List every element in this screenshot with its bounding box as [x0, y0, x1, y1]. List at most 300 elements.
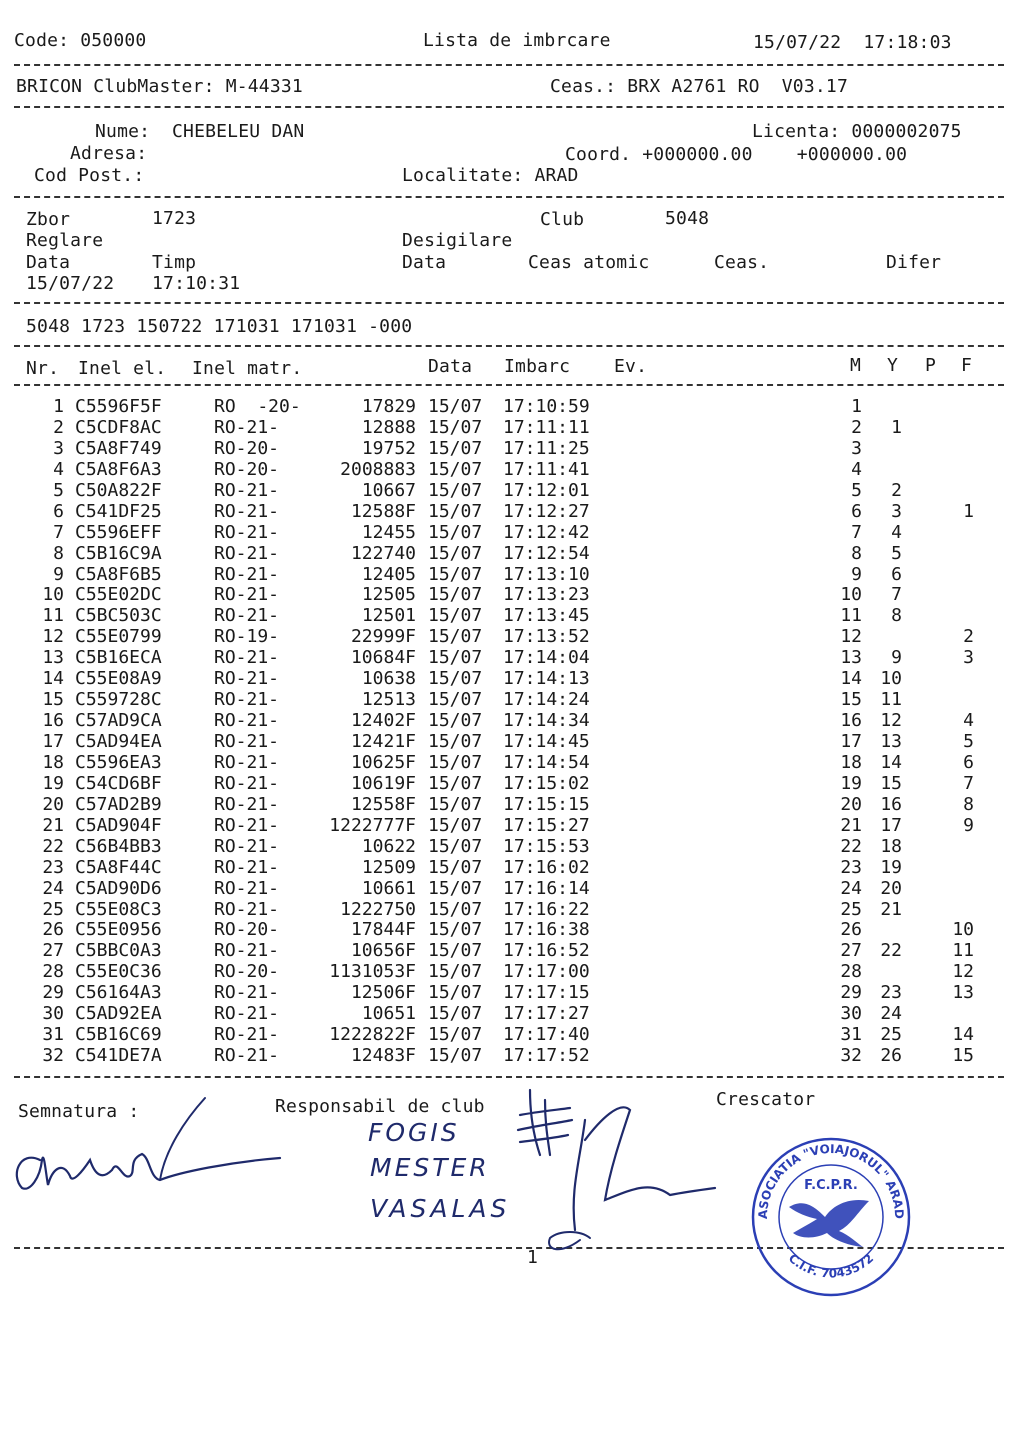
cell-time: 17:13:10	[503, 563, 590, 585]
cell-mat: RO-21-	[214, 542, 280, 564]
cell-date: 15/07	[428, 396, 483, 417]
cell-nr: 10	[42, 584, 64, 606]
signature-breeder	[0, 1080, 300, 1210]
cell-f: 2	[963, 626, 974, 648]
cell-m: 11	[840, 605, 862, 627]
locality: Localitate: ARAD	[402, 165, 579, 186]
divider	[14, 196, 1004, 198]
cell-el: C56B4BB3	[75, 835, 162, 857]
cell-time: 17:14:04	[503, 647, 590, 669]
desigilare-label: Desigilare	[402, 230, 513, 251]
cell-date: 15/07	[428, 940, 483, 962]
table-row	[0, 836, 1024, 857]
cell-el: C5BBC0A3	[75, 940, 162, 962]
cell-el: C57AD9CA	[75, 710, 162, 732]
cell-time: 17:15:15	[503, 793, 590, 815]
cell-m: 17	[840, 731, 862, 752]
table-row	[0, 668, 1024, 689]
cell-date: 15/07	[428, 1045, 483, 1067]
cell-nr: 9	[53, 563, 64, 585]
cell-time: 17:16:52	[503, 940, 590, 962]
cell-y: 17	[880, 814, 902, 836]
table-row	[0, 773, 1024, 794]
cell-time: 17:11:11	[503, 416, 590, 438]
cell-mat: RO-20-	[214, 961, 280, 983]
cell-date: 15/07	[428, 563, 483, 585]
cell-date: 15/07	[428, 584, 483, 606]
cell-date: 15/07	[428, 982, 483, 1004]
cell-el: C5A8F6B5	[75, 563, 162, 585]
cell-m: 24	[840, 877, 862, 899]
coordinates: Coord. +000000.00 +000000.00	[565, 144, 908, 165]
col-imbarc: Imbarc	[504, 356, 571, 377]
cell-nr: 7	[53, 521, 64, 543]
cell-el: C5AD90D6	[75, 877, 162, 899]
cell-el: C5596EA3	[75, 751, 162, 773]
cell-y: 7	[891, 584, 902, 606]
table-row	[0, 940, 1024, 961]
stamp-top-text: ASOCIATIA "VOIAJORUL" ARAD	[755, 1141, 907, 1220]
cell-f: 15	[952, 1045, 974, 1067]
divider	[14, 64, 1004, 66]
license-number: Licenta: 0000002075	[752, 121, 962, 142]
cell-mat: RO-21-	[214, 479, 280, 501]
cell-f: 7	[963, 772, 974, 794]
cell-mat: RO-21-	[214, 751, 280, 773]
cell-m: 21	[840, 814, 862, 836]
cell-y: 26	[880, 1045, 902, 1067]
cell-time: 17:16:38	[503, 919, 590, 941]
handwritten-line-3: VASALAS	[370, 1194, 511, 1223]
cell-m: 14	[840, 668, 862, 690]
print-datetime: 15/07/22 17:18:03	[753, 32, 952, 53]
cell-num: 12402F	[350, 710, 416, 732]
cell-num: 12558F	[350, 793, 416, 815]
table-row	[0, 710, 1024, 731]
cell-mat: RO-20-	[214, 919, 280, 941]
cell-time: 17:12:27	[503, 500, 590, 522]
table-row	[0, 689, 1024, 710]
table-row	[0, 982, 1024, 1003]
cell-date: 15/07	[428, 814, 483, 836]
cell-el: C55E0799	[75, 626, 162, 648]
cell-el: C541DF25	[75, 500, 162, 522]
cell-mat: RO-21-	[214, 982, 280, 1004]
cell-time: 17:13:23	[503, 584, 590, 606]
cell-nr: 30	[42, 1003, 64, 1025]
cell-nr: 3	[53, 437, 64, 459]
cell-time: 17:11:41	[503, 458, 590, 480]
cell-date: 15/07	[428, 1003, 483, 1025]
table-row	[0, 857, 1024, 878]
divider	[14, 302, 1004, 304]
table-row	[0, 899, 1024, 920]
cell-mat: RO-21-	[214, 563, 280, 585]
name-label: Nume:	[95, 121, 151, 142]
cell-nr: 12	[42, 626, 64, 648]
cell-m: 19	[840, 772, 862, 794]
col-ev: Ev.	[614, 356, 648, 377]
cell-m: 30	[840, 1003, 862, 1025]
cell-nr: 26	[42, 919, 64, 941]
cell-f: 4	[963, 710, 974, 732]
cell-m: 15	[840, 689, 862, 711]
col-m: M	[850, 355, 862, 376]
cell-time: 17:14:54	[503, 751, 590, 773]
cell-el: C5BC503C	[75, 605, 162, 627]
table-row	[0, 1003, 1024, 1024]
cell-date: 15/07	[428, 877, 483, 899]
cell-time: 17:12:54	[503, 542, 590, 564]
cell-date: 15/07	[428, 1024, 483, 1046]
cell-date: 15/07	[428, 542, 483, 564]
cell-f: 10	[952, 919, 974, 941]
table-row	[0, 543, 1024, 564]
cell-f: 6	[963, 751, 974, 773]
cell-time: 17:13:45	[503, 605, 590, 627]
cell-num: 10638	[361, 668, 416, 690]
cell-y: 4	[891, 521, 902, 543]
cell-m: 27	[840, 940, 862, 962]
cell-f: 12	[952, 961, 974, 983]
table-row	[0, 1024, 1024, 1045]
cell-date: 15/07	[428, 605, 483, 627]
cell-m: 12	[840, 626, 862, 648]
cell-y: 15	[880, 772, 902, 794]
cell-m: 5	[851, 479, 862, 501]
cell-num: 12405	[361, 563, 416, 585]
cell-el: C5AD904F	[75, 814, 162, 836]
cell-y: 2	[891, 479, 902, 501]
table-row	[0, 752, 1024, 773]
cell-time: 17:14:34	[503, 710, 590, 732]
table-row	[0, 584, 1024, 605]
cell-y: 14	[880, 751, 902, 773]
cell-date: 15/07	[428, 898, 483, 920]
cell-time: 17:14:45	[503, 731, 590, 752]
divider	[14, 345, 1004, 347]
cell-mat: RO -20-	[214, 396, 301, 417]
cell-m: 3	[851, 437, 862, 459]
cell-nr: 6	[53, 500, 64, 522]
cell-date: 15/07	[428, 647, 483, 669]
stamp-bottom-text: C.I.F. 7043572	[785, 1251, 877, 1281]
cell-num: 19752	[361, 437, 416, 459]
cell-y: 13	[880, 731, 902, 752]
table-row	[0, 459, 1024, 480]
cell-nr: 1	[53, 396, 64, 417]
cell-y: 23	[880, 982, 902, 1004]
ceas-atomic-label: Ceas atomic	[528, 252, 650, 273]
col-nr: Nr.	[26, 358, 60, 379]
cell-f: 1	[963, 500, 974, 522]
cell-mat: RO-21-	[214, 835, 280, 857]
cell-time: 17:17:52	[503, 1045, 590, 1067]
postal-code-label: Cod Post.:	[34, 165, 145, 186]
cell-el: C5B16C69	[75, 1024, 162, 1046]
table-row	[0, 480, 1024, 501]
cell-time: 17:15:53	[503, 835, 590, 857]
cell-mat: RO-20-	[214, 458, 280, 480]
cell-m: 16	[840, 710, 862, 732]
cell-time: 17:15:27	[503, 814, 590, 836]
club-number: 5048	[665, 208, 710, 229]
cell-m: 20	[840, 793, 862, 815]
cell-y: 1	[891, 416, 902, 438]
cell-mat: RO-19-	[214, 626, 280, 648]
cell-mat: RO-21-	[214, 940, 280, 962]
cell-time: 17:16:14	[503, 877, 590, 899]
cell-m: 1	[851, 396, 862, 417]
cell-nr: 25	[42, 898, 64, 920]
cell-mat: RO-21-	[214, 772, 280, 794]
cell-nr: 8	[53, 542, 64, 564]
cell-num: 12505	[361, 584, 416, 606]
difer-label: Difer	[886, 252, 942, 273]
cell-num: 12506F	[350, 982, 416, 1004]
cell-date: 15/07	[428, 668, 483, 690]
cell-el: C559728C	[75, 689, 162, 711]
col-p: P	[925, 355, 937, 376]
cell-time: 17:16:22	[503, 898, 590, 920]
cell-el: C5596EFF	[75, 521, 162, 543]
cell-time: 17:11:25	[503, 437, 590, 459]
svg-text:C.I.F. 7043572	[786, 1251, 876, 1280]
cell-time: 17:14:13	[503, 668, 590, 690]
cell-y: 22	[880, 940, 902, 962]
cell-num: 122740	[350, 542, 416, 564]
cell-num: 10684F	[350, 647, 416, 669]
clubmaster-id: BRICON ClubMaster: M-44331	[16, 76, 303, 97]
cell-num: 10619F	[350, 772, 416, 794]
cell-nr: 32	[42, 1045, 64, 1067]
cell-el: C5AD92EA	[75, 1003, 162, 1025]
cell-date: 15/07	[428, 626, 483, 648]
col-inel-matr: Inel matr.	[192, 358, 303, 379]
col-y: Y	[887, 355, 899, 376]
cell-date: 15/07	[428, 793, 483, 815]
cell-time: 17:13:52	[503, 626, 590, 648]
cell-el: C55E08C3	[75, 898, 162, 920]
cell-el: C5A8F6A3	[75, 458, 162, 480]
cell-date: 15/07	[428, 500, 483, 522]
cell-date: 15/07	[428, 731, 483, 752]
signature-club-responsible	[490, 1080, 730, 1270]
owner-name: CHEBELEU DAN	[172, 121, 305, 142]
cell-num: 10622	[361, 835, 416, 857]
cell-nr: 18	[42, 751, 64, 773]
cell-num: 1222822F	[329, 1024, 416, 1046]
cell-f: 14	[952, 1024, 974, 1046]
cell-date: 15/07	[428, 689, 483, 711]
table-row	[0, 438, 1024, 459]
col-data: Data	[428, 356, 473, 377]
cell-m: 23	[840, 856, 862, 878]
cell-num: 12455	[361, 521, 416, 543]
cell-time: 17:14:24	[503, 689, 590, 711]
cell-m: 26	[840, 919, 862, 941]
breeder-label: Crescator	[716, 1089, 816, 1110]
cell-y: 11	[880, 689, 902, 711]
cell-mat: RO-21-	[214, 877, 280, 899]
data-label: Data	[26, 252, 71, 273]
flight-number: 1723	[152, 208, 197, 229]
page-number: 1	[527, 1247, 539, 1268]
code-label: Code: 050000	[14, 30, 147, 51]
cell-f: 5	[963, 731, 974, 752]
cell-mat: RO-21-	[214, 814, 280, 836]
table-row	[0, 626, 1024, 647]
cell-mat: RO-21-	[214, 521, 280, 543]
cell-m: 28	[840, 961, 862, 983]
cell-mat: RO-21-	[214, 689, 280, 711]
cell-date: 15/07	[428, 919, 483, 941]
cell-mat: RO-21-	[214, 1045, 280, 1067]
cell-mat: RO-21-	[214, 416, 280, 438]
cell-mat: RO-21-	[214, 793, 280, 815]
cell-y: 10	[880, 668, 902, 690]
cell-el: C5CDF8AC	[75, 416, 162, 438]
cell-mat: RO-21-	[214, 856, 280, 878]
divider	[14, 384, 1004, 386]
cell-m: 9	[851, 563, 862, 585]
cell-mat: RO-21-	[214, 584, 280, 606]
cell-nr: 13	[42, 647, 64, 669]
reglare-time: 17:10:31	[152, 273, 241, 294]
cell-el: C5596F5F	[75, 396, 162, 417]
cell-el: C5A8F44C	[75, 856, 162, 878]
cell-y: 6	[891, 563, 902, 585]
col-inel-el: Inel el.	[78, 358, 167, 379]
cell-m: 29	[840, 982, 862, 1004]
cell-mat: RO-21-	[214, 647, 280, 669]
cell-num: 22999F	[350, 626, 416, 648]
cell-time: 17:12:01	[503, 479, 590, 501]
document-title: Lista de imbrcare	[423, 30, 611, 51]
cell-el: C5A8F749	[75, 437, 162, 459]
table-row	[0, 815, 1024, 836]
association-stamp	[745, 1127, 915, 1302]
dove-emblem-icon	[789, 1200, 869, 1247]
cell-el: C56164A3	[75, 982, 162, 1004]
cell-el: C57AD2B9	[75, 793, 162, 815]
table-row	[0, 396, 1024, 417]
cell-mat: RO-21-	[214, 500, 280, 522]
cell-m: 7	[851, 521, 862, 543]
cell-nr: 29	[42, 982, 64, 1004]
cell-time: 17:10:59	[503, 396, 590, 417]
table-row	[0, 417, 1024, 438]
cell-date: 15/07	[428, 416, 483, 438]
cell-date: 15/07	[428, 856, 483, 878]
cell-date: 15/07	[428, 835, 483, 857]
cell-date: 15/07	[428, 751, 483, 773]
club-label: Club	[540, 209, 585, 230]
table-row	[0, 522, 1024, 543]
cell-num: 2008883	[340, 458, 416, 480]
cell-y: 16	[880, 793, 902, 815]
cell-nr: 16	[42, 710, 64, 732]
cell-f: 11	[952, 940, 974, 962]
cell-y: 19	[880, 856, 902, 878]
cell-y: 9	[891, 647, 902, 669]
cell-num: 12513	[361, 689, 416, 711]
cell-m: 18	[840, 751, 862, 773]
cell-num: 1222777F	[329, 814, 416, 836]
table-row	[0, 961, 1024, 982]
summary-line: 5048 1723 150722 171031 171031 -000	[26, 316, 413, 337]
cell-el: C50A822F	[75, 479, 162, 501]
cell-nr: 15	[42, 689, 64, 711]
cell-mat: RO-21-	[214, 898, 280, 920]
cell-y: 21	[880, 898, 902, 920]
cell-m: 8	[851, 542, 862, 564]
cell-nr: 21	[42, 814, 64, 836]
cell-nr: 31	[42, 1024, 64, 1046]
cell-mat: RO-21-	[214, 731, 280, 752]
cell-m: 22	[840, 835, 862, 857]
cell-m: 4	[851, 458, 862, 480]
table-row	[0, 878, 1024, 899]
cell-num: 12509	[361, 856, 416, 878]
cell-mat: RO-20-	[214, 437, 280, 459]
cell-nr: 20	[42, 793, 64, 815]
cell-num: 10661	[361, 877, 416, 899]
cell-nr: 23	[42, 856, 64, 878]
cell-num: 1222750	[340, 898, 416, 920]
cell-m: 25	[840, 898, 862, 920]
cell-nr: 11	[42, 605, 64, 627]
handwritten-line-2: MESTER	[370, 1153, 490, 1182]
cell-y: 25	[880, 1024, 902, 1046]
cell-f: 9	[963, 814, 974, 836]
arrivals-table	[0, 396, 1024, 1066]
table-row	[0, 919, 1024, 940]
cell-time: 17:17:40	[503, 1024, 590, 1046]
cell-date: 15/07	[428, 710, 483, 732]
stamp-center-text: F.C.P.R.	[804, 1178, 858, 1193]
cell-el: C55E08A9	[75, 668, 162, 690]
clock-id: Ceas.: BRX A2761 RO V03.17	[550, 76, 848, 97]
address-label: Adresa:	[70, 143, 148, 164]
cell-mat: RO-21-	[214, 605, 280, 627]
cell-mat: RO-21-	[214, 1024, 280, 1046]
cell-num: 10625F	[350, 751, 416, 773]
table-row	[0, 794, 1024, 815]
divider	[14, 106, 1004, 108]
ceas-label: Ceas.	[714, 252, 770, 273]
cell-m: 13	[840, 647, 862, 669]
col-f: F	[961, 355, 973, 376]
club-responsible-label: Responsabil de club	[275, 1096, 485, 1117]
cell-time: 17:17:15	[503, 982, 590, 1004]
cell-num: 10667	[361, 479, 416, 501]
cell-el: C54CD6BF	[75, 772, 162, 794]
cell-nr: 4	[53, 458, 64, 480]
cell-num: 10656F	[350, 940, 416, 962]
cell-mat: RO-21-	[214, 1003, 280, 1025]
cell-el: C55E0956	[75, 919, 162, 941]
cell-y: 18	[880, 835, 902, 857]
cell-nr: 2	[53, 416, 64, 438]
reglare-date: 15/07/22	[26, 273, 115, 294]
cell-el: C5AD94EA	[75, 731, 162, 752]
cell-nr: 28	[42, 961, 64, 983]
cell-nr: 14	[42, 668, 64, 690]
flight-label: Zbor	[26, 209, 71, 230]
cell-nr: 22	[42, 835, 64, 857]
cell-y: 24	[880, 1003, 902, 1025]
